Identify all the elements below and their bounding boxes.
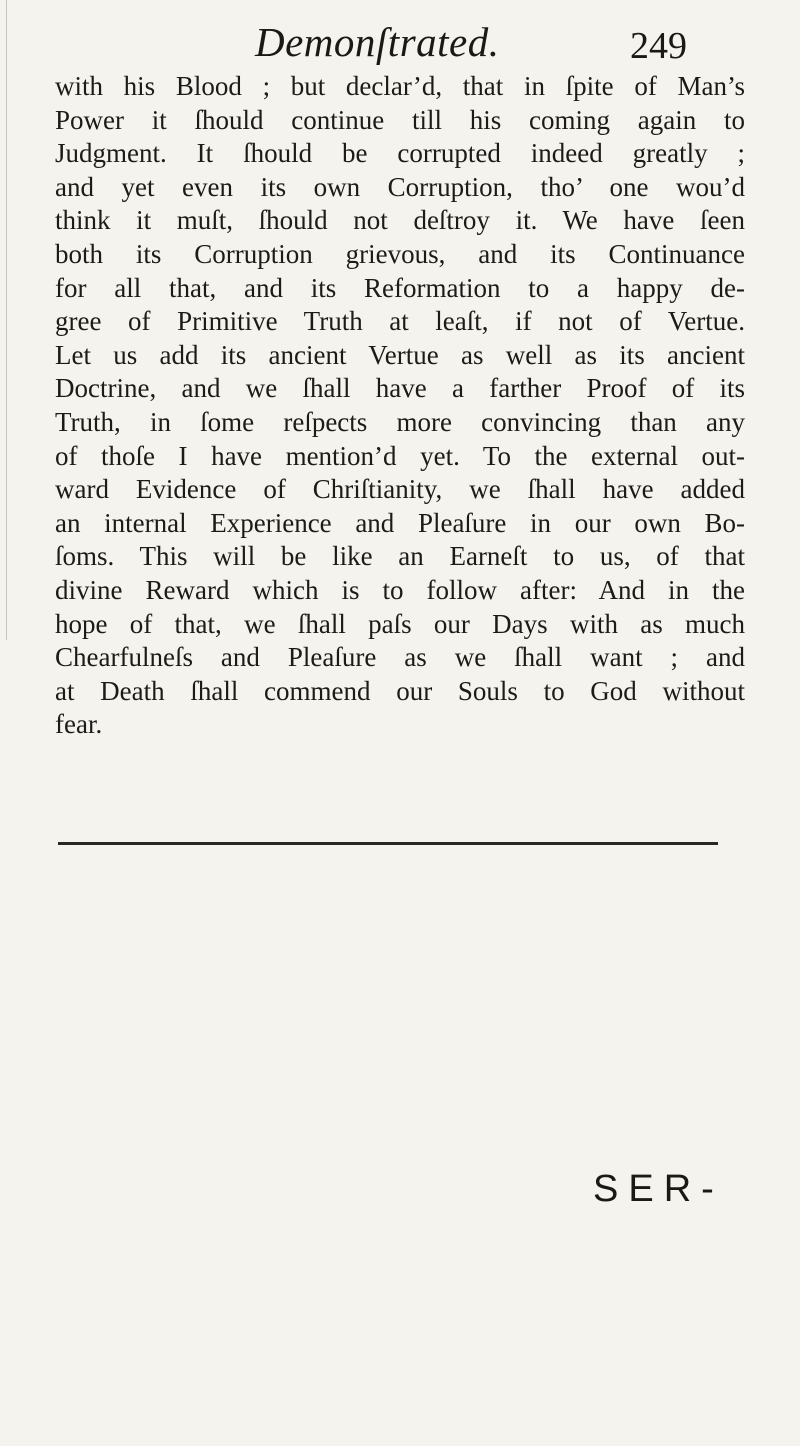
body-text xyxy=(55,70,745,742)
text-line: with his Blood ; but declar’d, that in ſpite of Man’s xyxy=(55,71,745,101)
page-number: 249 xyxy=(630,25,687,67)
text-line: ſoms. This will be like an Earneſt to us, of that xyxy=(55,541,745,572)
text-line: Doctrine, and we ſhall have a farther Proof of its xyxy=(55,373,745,404)
text-line: and yet even its own Corruption, tho’ one wou’d xyxy=(55,171,745,202)
text-line: Power it ſhould continue till his coming again to xyxy=(55,104,745,135)
running-head-title: Demonſtrated. xyxy=(255,19,500,65)
page-edge-line xyxy=(6,0,7,640)
text-line: divine Reward which is to follow after: And in the xyxy=(55,574,745,605)
catchword: SER- xyxy=(593,1168,724,1210)
text-line: Let us add its ancient Vertue as well as its ancient xyxy=(55,339,745,370)
text-line: hope of that, we ſhall paſs our Days with as much xyxy=(55,608,745,639)
text-line: Truth, in ſome reſpects more convincing than any xyxy=(55,406,745,437)
running-head xyxy=(55,18,745,78)
text-line: ward Evidence of Chriſtianity, we ſhall have added xyxy=(55,474,745,505)
text-line: of thoſe I have mention’d yet. To the external out- xyxy=(55,440,745,471)
text-line: at Death ſhall commend our Souls to God without xyxy=(55,675,745,706)
section-rule xyxy=(58,842,718,845)
text-line: fear. xyxy=(55,709,103,740)
text-line: Chearfulneſs and Pleaſure as we ſhall want ; and xyxy=(55,642,745,673)
text-line: think it muſt, ſhould not deſtroy it. We have ſeen xyxy=(55,205,745,236)
text-line: Judgment. It ſhould be corrupted indeed greatly ; xyxy=(55,138,745,169)
text-line: gree of Primitive Truth at leaſt, if not of Vertue. xyxy=(55,306,745,337)
text-line: both its Corruption grievous, and its Continuance xyxy=(55,238,745,269)
text-line: an internal Experience and Pleaſure in our own Bo- xyxy=(55,507,745,538)
text-line: for all that, and its Reformation to a happy de- xyxy=(55,272,745,303)
